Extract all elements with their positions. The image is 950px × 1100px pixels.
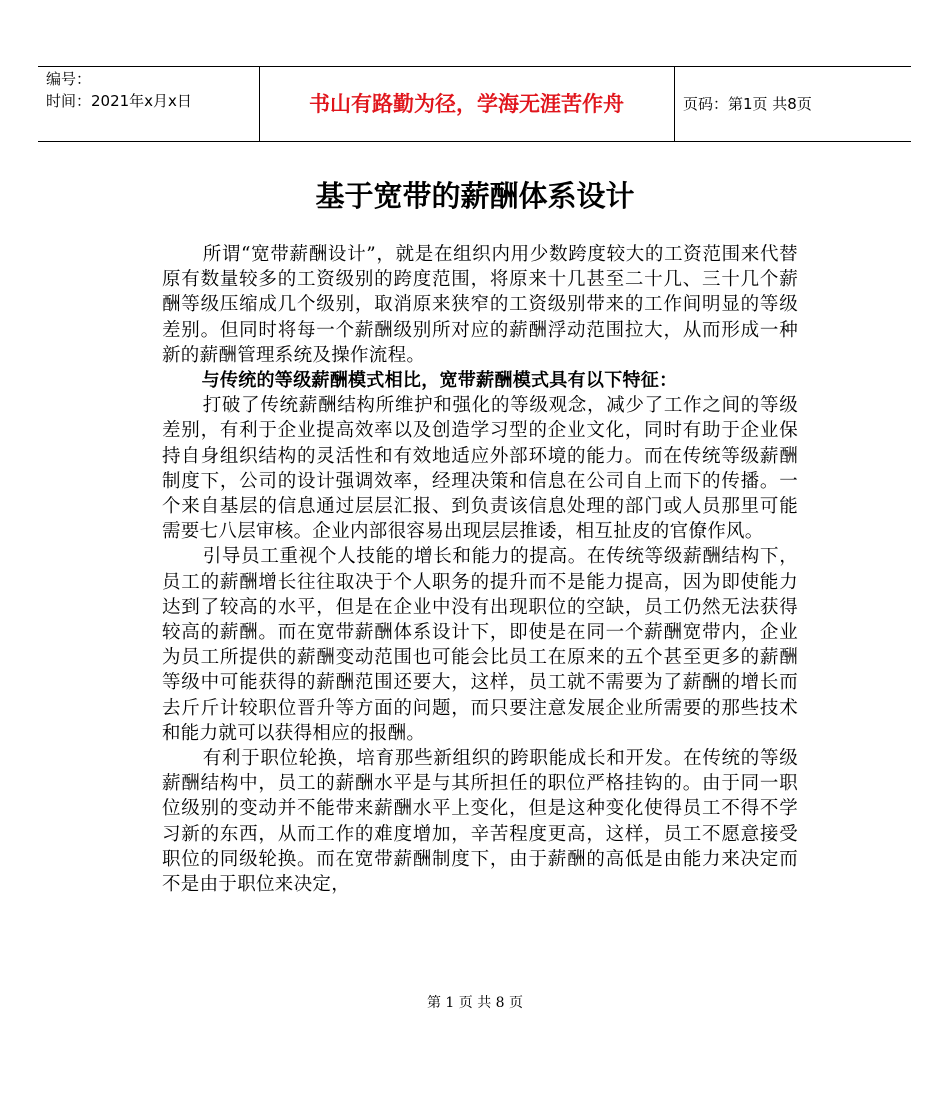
header-meta-cell	[38, 67, 260, 141]
header-page-cell	[675, 67, 911, 141]
page-footer: 第 1 页 共 8 页	[426, 995, 524, 1011]
paragraph-definition: 所谓“宽带薪酬设计”，就是在组织内用少数跨度较大的工资范围来代替原有数量较多的工资级别的跨度范围，将原来十几甚至二十几、三十几个薪酬等级压缩成几个级别，取消原来狭窄的工资级别带来的工作间明显的等级差别。但同时将每一个薪酬级别所对应的薪酬浮动范围拉大，从而形成一种新的薪酬管理系统及操作流程。	[162, 244, 798, 366]
document-title: 基于宽带的薪酬体系设计	[315, 179, 635, 213]
header-page-info: 页码：第1页 共8页	[683, 95, 812, 113]
paragraph-feature-hierarchy: 打破了传统薪酬结构所维护和强化的等级观念，减少了工作之间的等级差别，有利于企业提高效率以及创造学习型的企业文化，同时有助于企业保持自身组织结构的灵活性和有效地适应外部环境的能力。而在传统等级薪酬制度下，公司的设计强调效率，经理决策和信息在公司自上而下的传播。一个来自基层的信息通过层层汇报、到负责该信息处理的部门或人员那里可能需要七八层审核。企业内部很容易出现层层推诿，相互扯皮的官僚作风。	[162, 395, 798, 543]
document-number-label: 编号：	[46, 70, 92, 88]
paragraph-feature-rotation: 有利于职位轮换，培育那些新组织的跨职能成长和开发。在传统的等级薪酬结构中，员工的薪酬水平是与其所担任的职位严格挂钩的。由于同一职位级别的变动并不能带来薪酬水平上变化，但是这种变化使得员工不得不学习新的东西，从而工作的难度增加，辛苦程度更高，这样，员工不愿意接受职位的同级轮换。而在宽带薪酬制度下，由于薪酬的高低是由能力来决定而不是由于职位来决定，	[162, 748, 798, 896]
paragraph-feature-skills: 引导员工重视个人技能的增长和能力的提高。在传统等级薪酬结构下，员工的薪酬增长往往取决于个人职务的提升而不是能力提高，因为即使能力达到了较高的水平，但是在企业中没有出现职位的空缺，员工仍然无法获得较高的薪酬。而在宽带薪酬体系设计下，即使是在同一个薪酬宽带内，企业为员工所提供的薪酬变动范围也可能会比员工在原来的五个甚至更多的薪酬等级中可能获得的薪酬范围还要大，这样，员工就不需要为了薪酬的增长而去斤斤计较职位晋升等方面的问题，而只要注意发展企业所需要的那些技术和能力就可以获得相应的报酬。	[162, 546, 798, 744]
header-slogan: 书山有路勤为径，学海无涯苦作舟	[309, 92, 624, 116]
header-slogan-cell	[259, 67, 675, 141]
document-time-label: 时间：2021年x月x日	[46, 92, 192, 110]
document-body	[162, 242, 798, 897]
page-header	[38, 66, 911, 142]
paragraph-features-heading: 与传统的等级薪酬模式相比，宽带薪酬模式具有以下特征：	[201, 370, 678, 392]
